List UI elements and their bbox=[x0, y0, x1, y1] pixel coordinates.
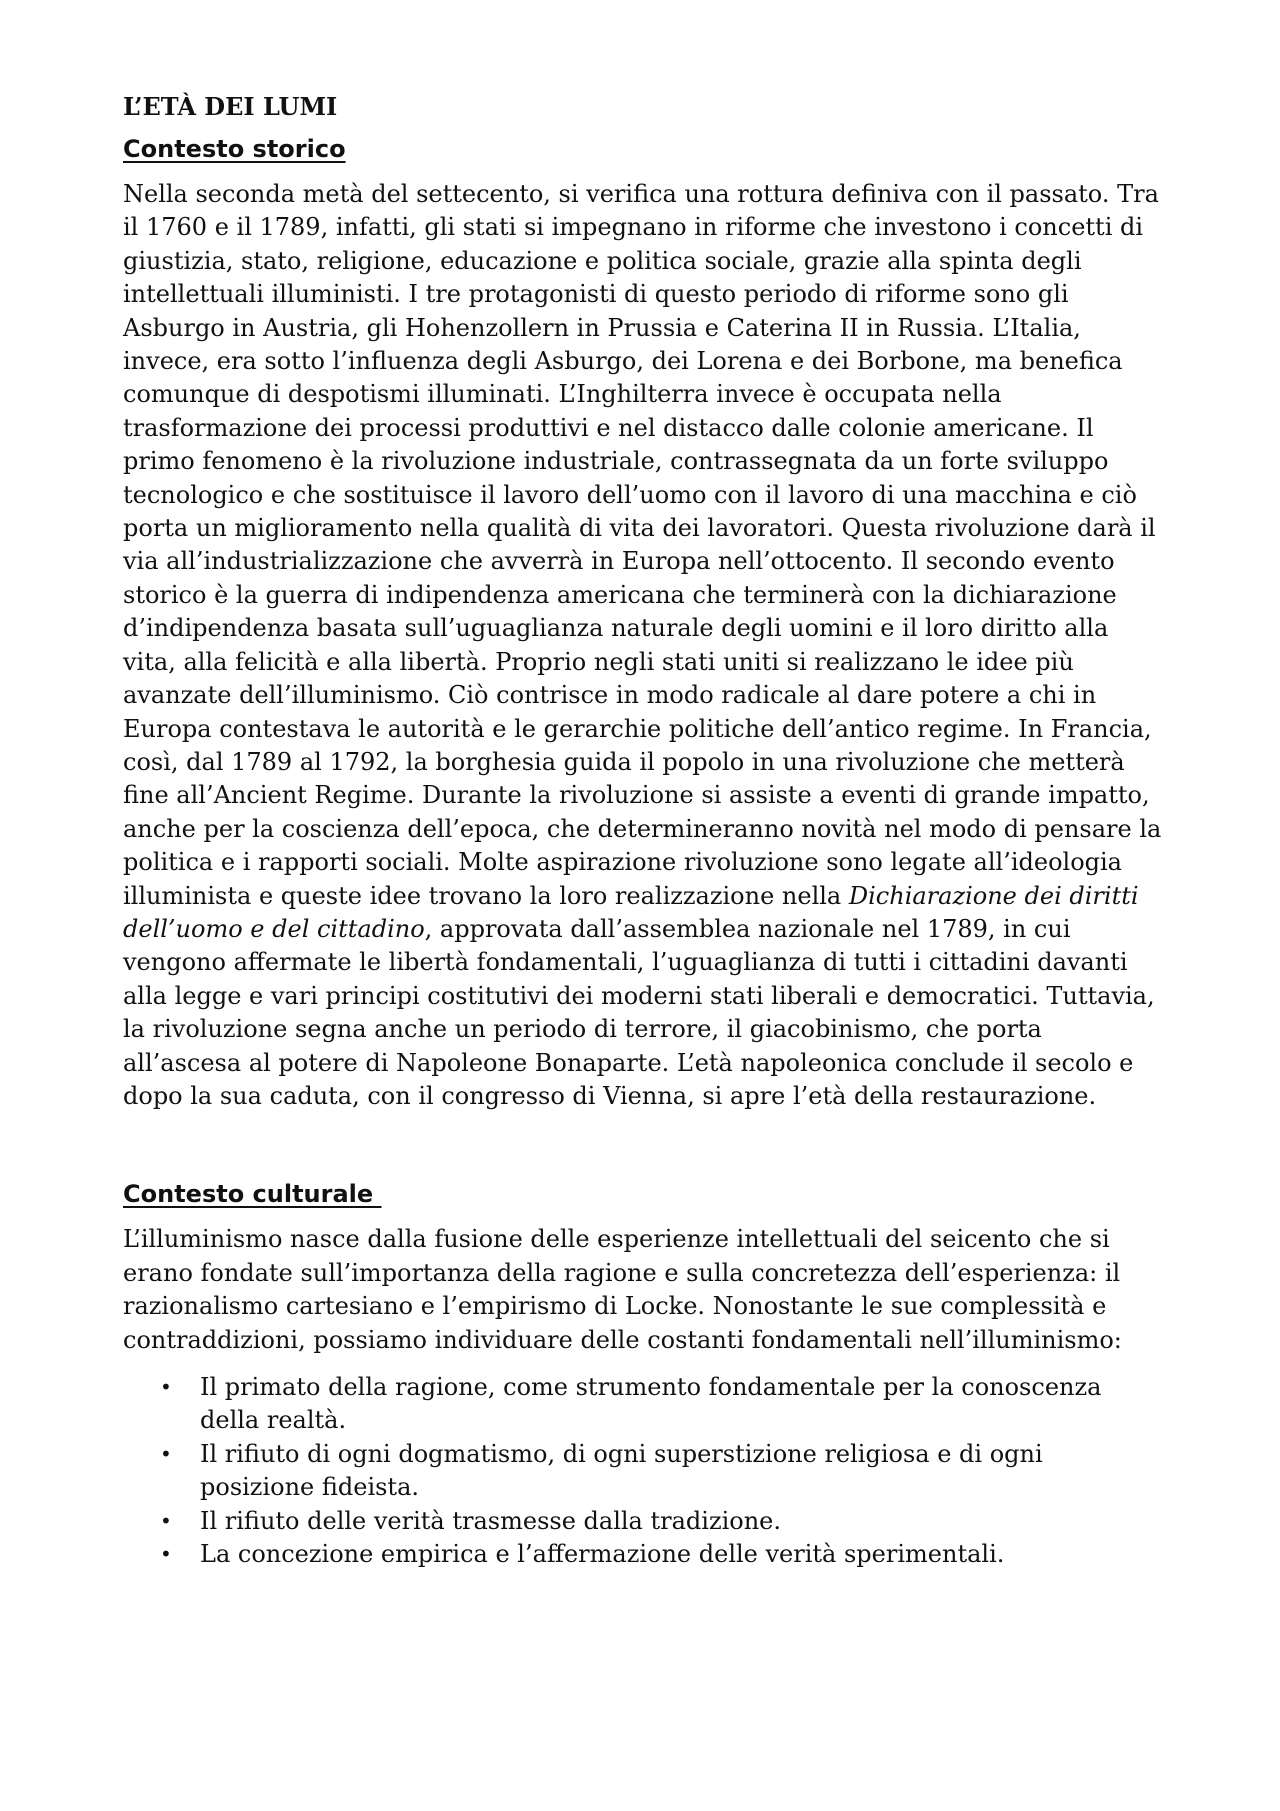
bullet-icon: • bbox=[160, 1508, 172, 1533]
section-heading-contesto-culturale: Contesto culturale bbox=[123, 1180, 382, 1209]
list-item bbox=[123, 1371, 1163, 1438]
paragraph-contesto-culturale: L’illuminismo nasce dalla fusione delle esperienze intellettuali del seicento che si erano fondate sull’importanza della ragione e sulla concretezza dell’esperienza: il razionalismo cartesiano e l’empirismo di Locke. Nonostante le sue complessità e contraddizioni, possiamo individuare delle costanti fondamentali nell’illuminismo: bbox=[123, 1225, 1122, 1354]
list-item-text: Il primato della ragione, come strumento fondamentale per la conoscenza della realtà. bbox=[200, 1373, 1102, 1435]
list-item bbox=[123, 1538, 1163, 1571]
italic-title-dichiarazione: Dichiarazione dei diritti dell’uomo e del cittadino bbox=[123, 881, 1139, 943]
bullet-icon: • bbox=[160, 1542, 172, 1567]
bullet-icon: • bbox=[160, 1375, 172, 1399]
list-item-text: La concezione empirica e l’affermazione delle verità sperimentali. bbox=[200, 1540, 1005, 1569]
document-page bbox=[123, 90, 1163, 1571]
list-item bbox=[123, 1505, 1163, 1538]
section-spacer bbox=[123, 1113, 1163, 1177]
paragraph-contesto-storico bbox=[123, 178, 1163, 1113]
paragraph-text: , approvata dall’assemblea nazionale nel 1789, in cui vengono affermate le libertà fondamentali, l’uguaglianza di tutti i cittadini davanti alla legge e vari principi costitutivi dei moderni stati liberali e democratici. Tuttavia, la rivoluzione segna anche un periodo di terrore, il giacobinismo, che porta all’ascesa al potere di Napoleone Bonaparte. L’età napoleonica conclude il secolo e dopo la sua caduta, con il congresso di Vienna, si apre l’età della restaurazione. bbox=[123, 914, 1155, 1110]
bullet-icon: • bbox=[160, 1441, 172, 1466]
section-heading-contesto-storico: Contesto storico bbox=[123, 135, 346, 163]
list-item-text: Il rifiuto delle verità trasmesse dalla tradizione. bbox=[200, 1506, 782, 1535]
list-item bbox=[123, 1438, 1163, 1505]
document-title: L’ETÀ DEI LUMI bbox=[123, 92, 338, 121]
list-item-text: Il rifiuto di ogni dogmatismo, di ogni superstizione religiosa e di ogni posizione fideista. bbox=[200, 1439, 1043, 1502]
bullet-list-costanti bbox=[123, 1371, 1163, 1571]
paragraph-text: Nella seconda metà del settecento, si verifica una rottura definiva con il passato. Tra il 1760 e il 1789, infatti, gli stati si impegnano in riforme che investono i concetti di giustizia, stato, religione, educazione e politica sociale, grazie alla spinta degli intellettuali illuministi. I tre protagonisti di questo periodo di riforme sono gli Asburgo in Austria, gli Hohenzollern in Prussia e Caterina II in Russia. L’Italia, invece, era sotto l’influenza degli Asburgo, dei Lorena e dei Borbone, ma benefica comunque di despotismi illuminati. L’Inghilterra invece è occupata nella trasformazione dei processi produttivi e nel distacco dalle colonie americane. Il primo fenomeno è la rivoluzione industriale, contrassegnata da un forte sviluppo tecnologico e che sostituisce il lavoro dell’uomo con il lavoro di una macchina e ciò porta un miglioramento nella qualità di vita dei lavoratori. Questa rivoluzione darà il via all’industrializzazione che avverrà in Europa nell’ottocento. Il secondo evento storico è la guerra di indipendenza americana che terminerà con la dichiarazione d’indipendenza basata sull’uguaglianza naturale degli uomini e il loro diritto alla vita, alla felicità e alla libertà. Proprio negli stati uniti si realizzano le idee più avanzate dell’illuminismo. Ciò contrisce in modo radicale al dare potere a chi in Europa contestava le autorità e le gerarchie politiche dell’antico regime. In Francia, così, dal 1789 al 1792, la borghesia guida il popolo in una rivoluzione che metterà fine all’Ancient Regime. Durante la rivoluzione si assiste a eventi di grande impatto, anche per la coscienza dell’epoca, che determineranno novità nel modo di pensare la politica e i rapporti sociali. Molte aspirazione rivoluzione sono legate all’ideologia illuminista e queste idee trovano la loro realizzazione nella bbox=[123, 180, 1162, 910]
